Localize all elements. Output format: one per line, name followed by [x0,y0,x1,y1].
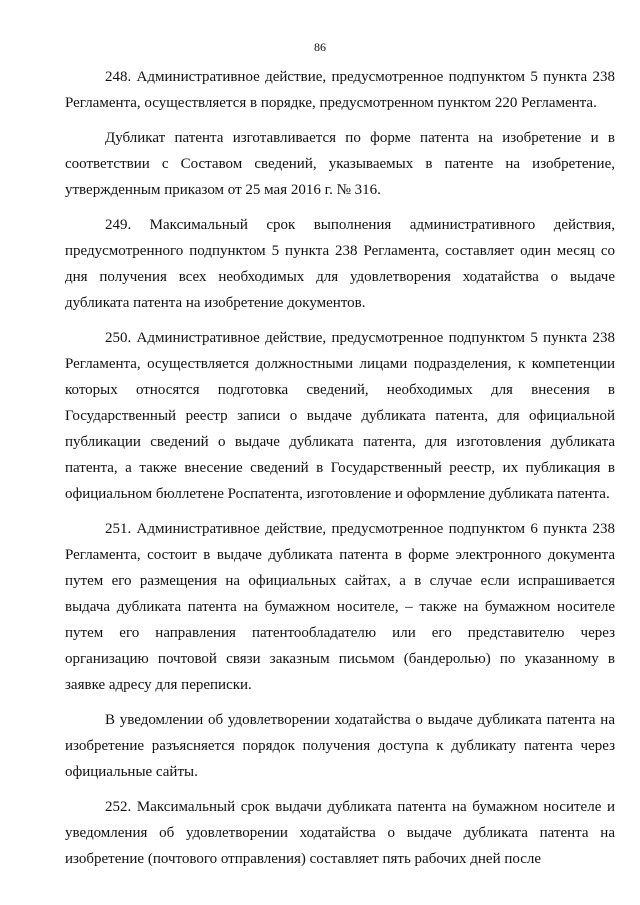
paragraph-notification: В уведомлении об удовлетворении ходатайства о выдаче дубликата патента на изобретение разъясняется порядок получения доступа к дубликату патента через официальные сайты. [65,712,615,780]
paragraph-gap [65,698,615,707]
paragraph-gap [65,507,615,516]
paragraph-duplicate-form: Дубликат патента изготавливается по форме патента на изобретение и в соответствии с Составом сведений, указываемых в патенте на изобретение, утвержденным приказом от 25 мая 2016 г. № 316. [65,130,615,198]
paragraph-252: 252. Максимальный срок выдачи дубликата патента на бумажном носителе и уведомления об удовлетворении ходатайства о выдаче дубликата патента на изобретение (почтового отправления) составляет пять рабочих дней после [65,799,615,867]
paragraph-gap [65,316,615,325]
paragraph-251: 251. Административное действие, предусмотренное подпунктом 6 пункта 238 Регламента, состоит в выдаче дубликата патента в форме электронного документа путем его размещения на официальных сайтах, а в случае если испрашивается выдача дубликата патента на бумажном носителе, – также на бумажном носителе путем его направления патентообладателю или его представителю через организацию почтовой связи заказным письмом (бандеролью) по указанному в заявке адресу для переписки. [65,521,615,693]
paragraph-250: 250. Административное действие, предусмотренное подпунктом 5 пункта 238 Регламента, осуществляется должностными лицами подразделения, к компетенции которых относятся подготовка сведений, необходимых для внесения в Государственный реестр записи о выдаче дубликата патента, для официальной публикации сведений о выдаче дубликата патента, для изготовления дубликата патента, а также внесение сведений в Государственный реестр, их публикация в официальном бюллетене Роспатента, изготовление и оформление дубликата патента. [65,330,615,502]
page-number: 86 [314,40,326,54]
paragraph-249: 249. Максимальный срок выполнения административного действия, предусмотренного подпунктом 5 пункта 238 Регламента, составляет один месяц со дня получения всех необходимых для удовлетворения ходатайства о выдаче дубликата патента на изобретение документов. [65,217,615,311]
paragraph-gap [65,203,615,212]
paragraph-gap [65,785,615,794]
paragraph-gap [65,116,615,125]
paragraph-248: 248. Административное действие, предусмотренное подпунктом 5 пункта 238 Регламента, осуществляется в порядке, предусмотренном пунктом 220 Регламента. [65,69,615,111]
document-body [65,64,615,872]
